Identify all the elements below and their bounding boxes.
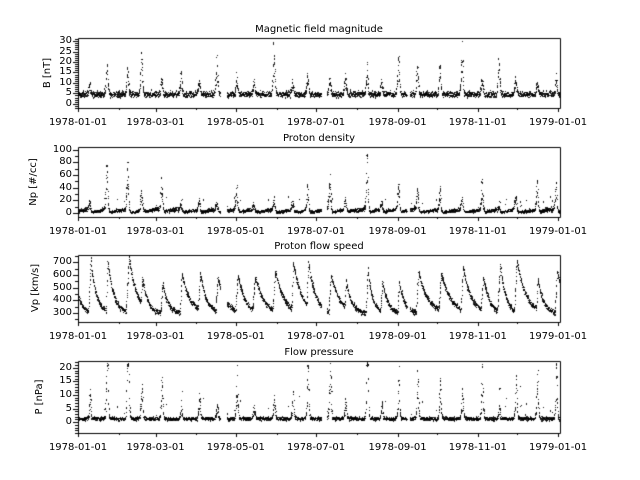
x-tick-label: 1978-05-01 bbox=[206, 117, 265, 128]
panel-title-proton-density: Proton density bbox=[282, 133, 356, 144]
x-tick-label: 1978-03-01 bbox=[126, 442, 185, 453]
y-tick-label: 10 bbox=[59, 76, 72, 88]
x-tick-label: 1978-03-01 bbox=[126, 226, 185, 237]
panel-title-proton-flow-speed: Proton flow speed bbox=[274, 241, 364, 252]
x-tick-label: 1978-11-01 bbox=[448, 331, 507, 342]
y-tick-label: 20 bbox=[59, 361, 72, 373]
x-tick-label: 1978-01-01 bbox=[48, 331, 108, 342]
y-axis-label-vp: Vp [km/s] bbox=[30, 263, 41, 313]
y-tick-label: 15 bbox=[59, 375, 72, 387]
x-tick-label: 1978-11-01 bbox=[448, 117, 507, 128]
y-tick-label: 20 bbox=[59, 194, 72, 206]
panel-title-flow-pressure: Flow pressure bbox=[284, 347, 354, 358]
x-tick-label: 1978-07-01 bbox=[286, 442, 346, 453]
x-tick-label: 1978-03-01 bbox=[126, 117, 185, 128]
y-tick-label: 20 bbox=[59, 56, 72, 68]
y-tick-label: 80 bbox=[59, 156, 72, 168]
x-tick-label: 1978-05-01 bbox=[206, 226, 265, 237]
x-tick-label: 1978-11-01 bbox=[448, 442, 507, 453]
x-tick-label: 1979-01-01 bbox=[528, 117, 588, 128]
x-tick-label: 1978-09-01 bbox=[368, 117, 427, 128]
y-tick-label: 0 bbox=[65, 207, 72, 219]
y-tick-label: 100 bbox=[52, 143, 72, 155]
y-tick-label: 30 bbox=[59, 35, 72, 47]
x-tick-label: 1978-05-01 bbox=[206, 442, 265, 453]
y-tick-label: 0 bbox=[65, 416, 72, 428]
y-tick-label: 5 bbox=[65, 87, 72, 99]
y-tick-label: 700 bbox=[52, 256, 72, 268]
y-tick-label: 40 bbox=[59, 181, 72, 193]
x-tick-label: 1978-09-01 bbox=[368, 226, 427, 237]
x-tick-label: 1978-07-01 bbox=[286, 331, 346, 342]
panel-title-magnetic-field: Magnetic field magnitude bbox=[255, 24, 383, 35]
y-axis-label-b: B [nT] bbox=[42, 57, 53, 89]
y-tick-label: 300 bbox=[52, 306, 72, 318]
x-tick-label: 1978-09-01 bbox=[368, 442, 427, 453]
x-tick-label: 1978-09-01 bbox=[368, 331, 427, 342]
x-tick-label: 1979-01-01 bbox=[528, 226, 588, 237]
y-tick-label: 15 bbox=[59, 66, 72, 78]
x-tick-label: 1978-01-01 bbox=[48, 442, 108, 453]
x-tick-label: 1978-11-01 bbox=[448, 226, 507, 237]
y-tick-label: 500 bbox=[52, 281, 72, 293]
y-tick-label: 5 bbox=[65, 402, 72, 414]
y-tick-label: 25 bbox=[59, 45, 72, 57]
x-tick-label: 1978-07-01 bbox=[286, 226, 346, 237]
x-tick-label: 1978-07-01 bbox=[286, 117, 346, 128]
x-tick-label: 1978-03-01 bbox=[126, 331, 185, 342]
y-tick-label: 600 bbox=[52, 268, 72, 280]
y-tick-label: 10 bbox=[59, 388, 72, 400]
y-tick-label: 400 bbox=[52, 294, 72, 306]
x-tick-label: 1979-01-01 bbox=[528, 331, 588, 342]
y-tick-label: 0 bbox=[65, 97, 72, 109]
y-tick-label: 60 bbox=[59, 169, 72, 180]
y-axis-label-p: P [nPa] bbox=[34, 379, 45, 415]
x-tick-label: 1978-01-01 bbox=[48, 226, 108, 237]
y-axis-label-np: Np [#/cc] bbox=[28, 158, 39, 206]
x-tick-label: 1978-05-01 bbox=[206, 331, 265, 342]
x-tick-label: 1979-01-01 bbox=[528, 442, 588, 453]
x-tick-label: 1978-01-01 bbox=[48, 117, 108, 128]
